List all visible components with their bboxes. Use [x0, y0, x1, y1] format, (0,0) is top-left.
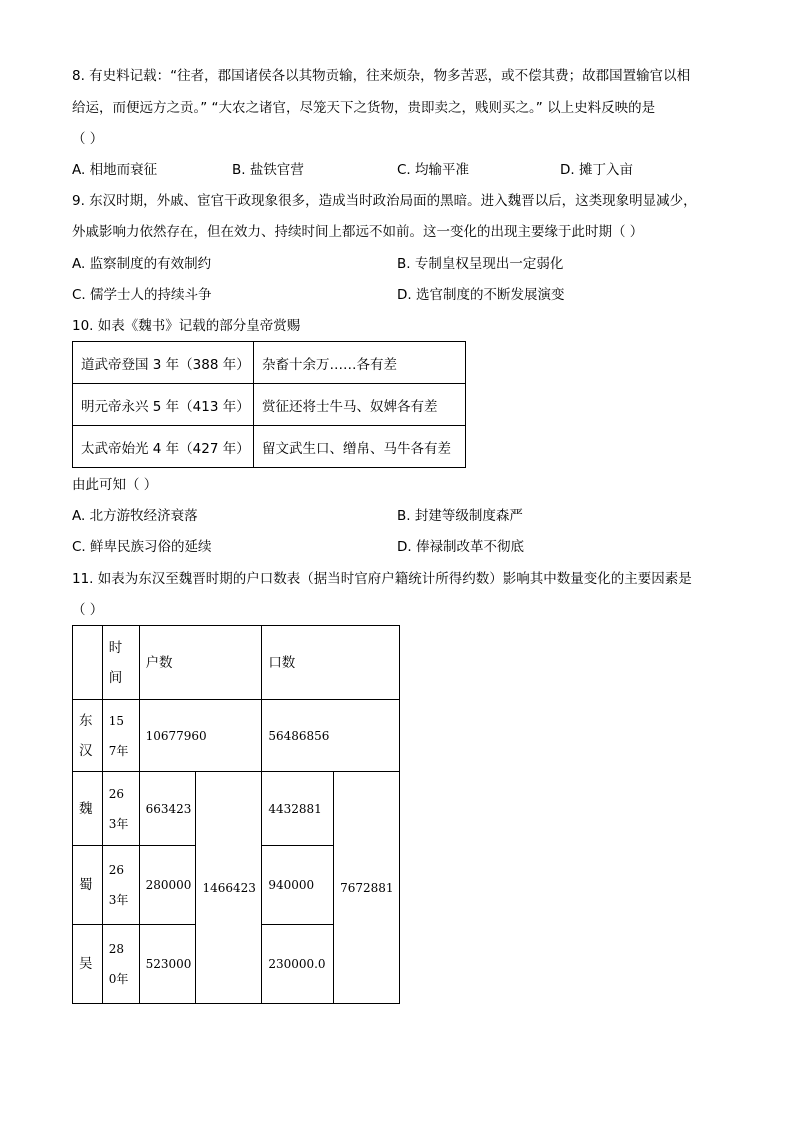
q9-stem-line1: 9. 东汉时期，外戚、宦官干政现象很多，造成当时政治局面的黑暗。进入魏晋以后，这类现象明显减少，	[72, 193, 697, 209]
table-row	[73, 384, 466, 426]
q8-stem-line1: 8. 有史料记载：“往者，郡国诸侯各以其物贡输，往来烦杂，物多苦恶，或不偿其费；故郡国置输官以相	[72, 68, 691, 84]
table-cell: 明元帝永兴 5 年（413 年）	[73, 384, 254, 426]
q10-table	[72, 341, 466, 468]
table-cell-kou: 4432881	[262, 772, 334, 846]
q10-stem: 10. 如表《魏书》记载的部分皇帝赏赐	[72, 318, 301, 334]
table-cell-kou: 56486856	[262, 700, 400, 772]
table-cell-hu-total: 1466423	[196, 772, 262, 1004]
table-cell-dynasty: 东汉	[73, 700, 103, 772]
q9-stem-line2: 外戚影响力依然存在，但在效力、持续时间上都远不如前。这一变化的出现主要缘于此时期（ ）	[72, 224, 644, 240]
table-row	[73, 700, 400, 772]
table-cell-dynasty: 魏	[73, 772, 103, 846]
table-header-time: 时间	[102, 626, 139, 700]
table-cell-kou-total: 7672881	[334, 772, 400, 1004]
q10-option-b: B. 封建等级制度森严	[397, 508, 523, 524]
table-cell: 太武帝始光 4 年（427 年）	[73, 426, 254, 468]
table-cell-year: 263年	[102, 772, 139, 846]
table-cell-kou: 230000.0	[262, 925, 334, 1004]
q10-option-a: A. 北方游牧经济衰落	[72, 508, 198, 524]
q9-option-d: D. 选官制度的不断发展演变	[397, 287, 565, 303]
table-cell-hu: 523000	[139, 925, 196, 1004]
table-cell-hu: 280000	[139, 846, 196, 925]
q11-answer-blank: （ ）	[72, 602, 104, 618]
table-header-hu: 户数	[139, 626, 262, 700]
table-cell-dynasty: 吴	[73, 925, 103, 1004]
table-row	[73, 772, 400, 846]
q11-table	[72, 625, 400, 1004]
q8-answer-blank: （ ）	[72, 131, 104, 147]
table-cell-year: 280年	[102, 925, 139, 1004]
table-row	[73, 426, 466, 468]
table-cell: 赏征还将士牛马、奴婢各有差	[254, 384, 466, 426]
table-cell: 杂畜十余万……各有差	[254, 342, 466, 384]
q10-option-d: D. 俸禄制改革不彻底	[397, 539, 524, 555]
table-cell: 留文武生口、缯帛、马牛各有差	[254, 426, 466, 468]
q10-option-c: C. 鲜卑民族习俗的延续	[72, 539, 212, 555]
table-cell-year: 157年	[102, 700, 139, 772]
table-cell	[73, 626, 103, 700]
q8-stem-line2: 给运，而便远方之贡。” “大农之诸官，尽笼天下之货物，贵即卖之，贱则买之。” 以上史料反映的是	[72, 100, 656, 116]
q8-option-c: C. 均输平准	[397, 162, 470, 178]
q9-option-b: B. 专制皇权呈现出一定弱化	[397, 256, 564, 272]
q9-option-c: C. 儒学士人的持续斗争	[72, 287, 212, 303]
table-row	[73, 342, 466, 384]
q11-stem: 11. 如表为东汉至魏晋时期的户口数表（据当时官府户籍统计所得约数）影响其中数量变化的主要因素是	[72, 571, 692, 587]
table-cell-hu: 663423	[139, 772, 196, 846]
table-cell-year: 263年	[102, 846, 139, 925]
table-header-row	[73, 626, 400, 700]
table-cell-kou: 940000	[262, 846, 334, 925]
q8-option-a: A. 相地而衰征	[72, 162, 158, 178]
table-header-kou: 口数	[262, 626, 400, 700]
q9-option-a: A. 监察制度的有效制约	[72, 256, 212, 272]
table-cell-hu: 10677960	[139, 700, 262, 772]
q10-tail: 由此可知（ ）	[72, 477, 158, 493]
q8-option-b: B. 盐铁官营	[232, 162, 304, 178]
table-cell-dynasty: 蜀	[73, 846, 103, 925]
table-cell: 道武帝登国 3 年（388 年）	[73, 342, 254, 384]
q8-option-d: D. 摊丁入亩	[560, 162, 633, 178]
